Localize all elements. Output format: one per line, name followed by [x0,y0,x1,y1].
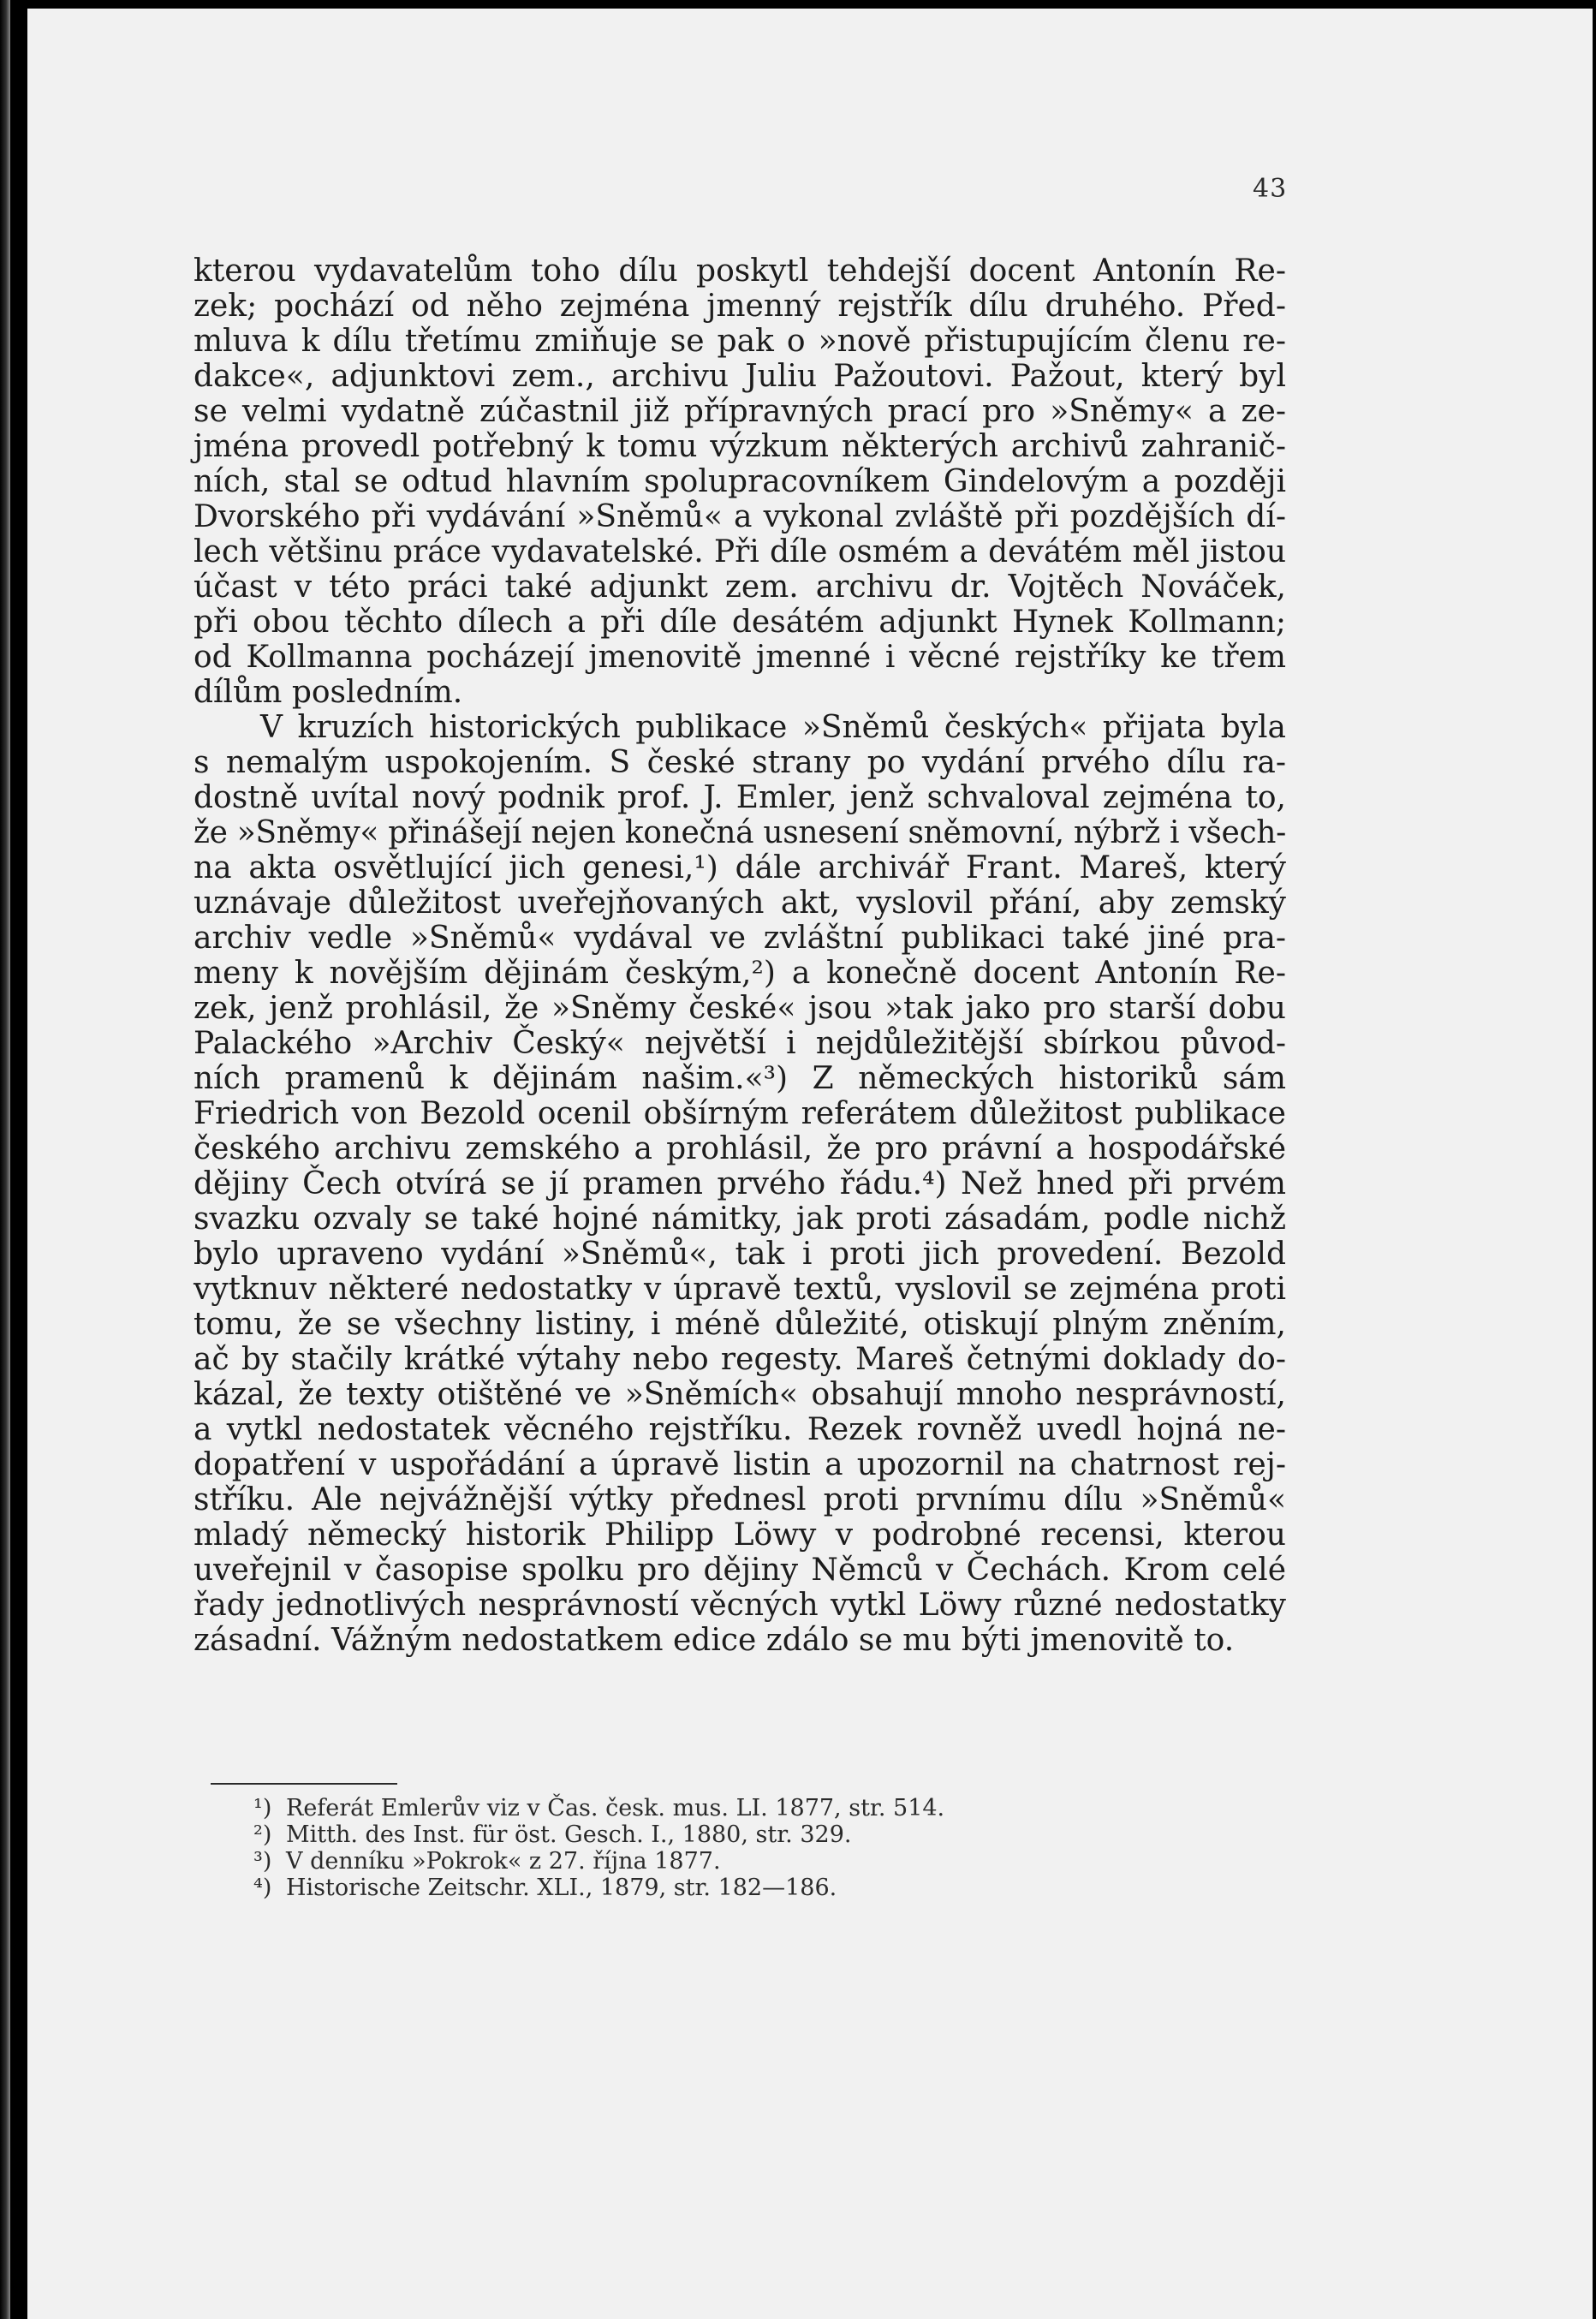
page-number: 43 [1253,174,1288,204]
text-line: lech většinu práce vydavatelské. Při díle osmém a devátém měl jistou [194,534,1286,569]
text-line: od Kollmanna pocházejí jmenovitě jmenné i věcné rejstříky ke třem [194,640,1286,675]
text-line: s nemalým uspokojením. S české strany po vydání prvého dílu ra- [194,745,1286,780]
text-line: ních, stal se odtud hlavním spolupracovníkem Gindelovým a později [194,464,1286,499]
text-line: účast v této práci také adjunkt zem. archivu dr. Vojtěch Nováček, [194,569,1286,605]
text-line: svazku ozvaly se také hojné námitky, jak proti zásadám, podle nichž [194,1201,1286,1237]
footnote-mark: ²) [253,1821,272,1848]
footnote [253,1875,1110,1901]
text-line: Dvorského při vydávání »Sněmů« a vykonal zvláště při pozdějších dí- [194,499,1286,534]
footnote-mark: ³) [253,1848,272,1875]
footnote-text: Mitth. des Inst. für öst. Gesch. I., 1880, str. 329. [286,1821,852,1848]
footnote [253,1795,1110,1821]
text-line: Palackého »Archiv Český« největší i nejdůležitější sbírkou původ- [194,1026,1286,1061]
footnote-text: V denníku »Pokrok« z 27. října 1877. [286,1848,721,1875]
text-line: mluva k dílu třetímu zmiňuje se pak o »nově přistupujícím členu re- [194,324,1286,359]
footnotes [253,1795,1110,1901]
text-line: V kruzích historických publikace »Sněmů českých« přijata byla [260,710,1286,745]
text-line: uznávaje důležitost uveřejňovaných akt, vyslovil přání, aby zemský [194,885,1286,921]
text-line: ních pramenů k dějinám našim.«³) Z německých historiků sám [194,1061,1286,1096]
text-line: kterou vydavatelům toho dílu poskytl tehdejší docent Antonín Re- [194,253,1286,289]
body-text [194,253,1286,1658]
text-line: Friedrich von Bezold ocenil obšírným referátem důležitost publikace [194,1096,1286,1131]
text-line: archiv vedle »Sněmů« vydával ve zvláštní publikaci také jiné pra- [194,921,1286,956]
text-line: zásadní. Vážným nedostatkem edice zdálo se mu býti jmenovitě to. [194,1623,1235,1658]
text-line: uveřejnil v časopise spolku pro dějiny Němců v Čechách. Krom celé [194,1553,1286,1588]
text-line: meny k novějším dějinám českým,²) a konečně docent Antonín Re- [194,956,1286,991]
text-line: zek; pochází od něho zejména jmenný rejstřík dílu druhého. Před- [194,289,1286,324]
footnote-mark: ⁴) [253,1875,272,1901]
footnote-mark: ¹) [253,1795,272,1821]
text-line: bylo upraveno vydání »Sněmů«, tak i proti jich provedení. Bezold [194,1237,1286,1272]
text-line: tomu, že se všechny listiny, i méně důležité, otiskují plným zněním, [194,1307,1286,1342]
text-line: dílům posledním. [194,675,463,710]
text-line: ač by stačily krátké výtahy nebo regesty. Mareš četnými doklady do- [194,1342,1286,1377]
text-line: dopatření v uspořádání a úpravě listin a upozornil na chatrnost rej- [194,1447,1286,1482]
footnote [253,1848,1110,1875]
footnote-text: Referát Emlerův viz v Čas. česk. mus. LI. 1877, str. 514. [286,1795,945,1821]
text-line: jména provedl potřebný k tomu výzkum některých archivů zahranič- [194,429,1286,464]
text-line: kázal, že texty otištěné ve »Sněmích« obsahují mnoho nesprávností, [194,1377,1286,1412]
scan-edge [0,0,10,2319]
text-line: mladý německý historik Philipp Löwy v podrobné recensi, kterou [194,1517,1286,1553]
text-line: řady jednotlivých nesprávností věcných vytkl Löwy různé nedostatky [194,1588,1286,1623]
text-line: českého archivu zemského a prohlásil, že pro právní a hospodářské [194,1131,1286,1166]
text-line: na akta osvětlující jich genesi,¹) dále archivář Frant. Mareš, který [194,850,1286,885]
text-line: zek, jenž prohlásil, že »Sněmy české« jsou »tak jako pro starší dobu [194,991,1286,1026]
footnote [253,1821,1110,1848]
text-line: že »Sněmy« přinášejí nejen konečná usnesení sněmovní, nýbrž i všech- [194,815,1286,850]
text-line: dakce«, adjunktovi zem., archivu Juliu Pažoutovi. Pažout, který byl [194,359,1286,394]
text-line: se velmi vydatně zúčastnil již přípravných prací pro »Sněmy« a ze- [194,394,1286,429]
text-line: a vytkl nedostatek věcného rejstříku. Rezek rovněž uvedl hojná ne- [194,1412,1286,1447]
text-line: stříku. Ale nejvážnější výtky přednesl proti prvnímu dílu »Sněmů« [194,1482,1286,1517]
footnote-separator [211,1783,397,1785]
text-line: dostně uvítal nový podnik prof. J. Emler, jenž schvaloval zejména to, [194,780,1286,815]
text-line: při obou těchto dílech a při díle desátém adjunkt Hynek Kollmann; [194,605,1286,640]
footnote-text: Historische Zeitschr. XLI., 1879, str. 182—186. [286,1875,837,1901]
text-line: vytknuv některé nedostatky v úpravě textů, vyslovil se zejména proti [194,1272,1286,1307]
text-line: dějiny Čech otvírá se jí pramen prvého řádu.⁴) Než hned při prvém [194,1166,1286,1201]
